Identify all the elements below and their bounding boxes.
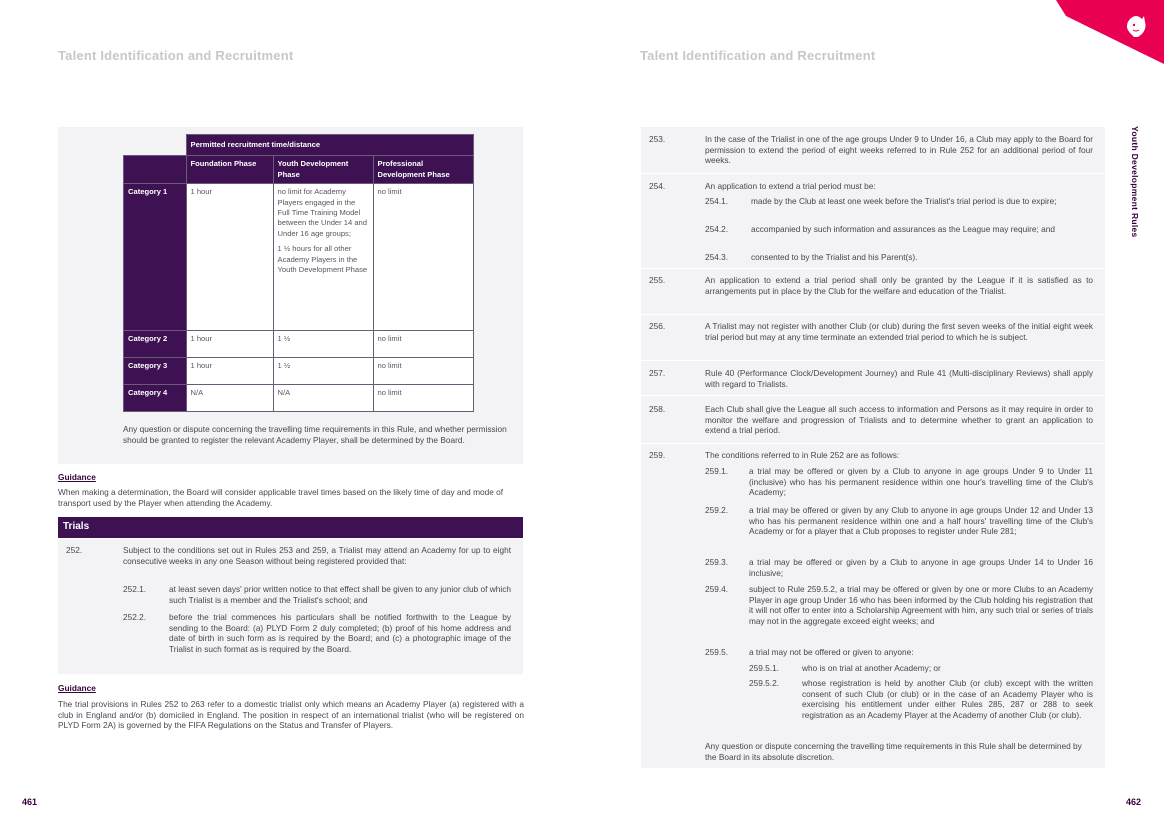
rule-252-1-number: 252.1.	[123, 584, 147, 594]
recruitment-table	[123, 134, 474, 412]
corner-accent-shape	[1016, 0, 1164, 66]
trials-heading: Trials	[63, 521, 90, 532]
rule-259-2-number: 259.2.	[705, 505, 729, 515]
rule-254-3-number: 254.3.	[705, 252, 729, 262]
table-footnote: Any question or dispute concerning the travelling time requirements in this Rule, and whether permission should be granted to register the relevant Academy Player, shall be determined by the Board.	[123, 424, 507, 445]
table-row	[124, 385, 474, 412]
table-header-foundation: Foundation Phase	[186, 156, 273, 184]
row-youth-para-2: 1 ½ hours for all other Academy Players in the Youth Development Phase	[277, 244, 368, 275]
rule-259-5-2-text: whose registration is held by another Club (or club) except with the written consent of such Club (or club) or in the case of an Academy Player who is exercising his entitlement under either Rules 285, 287 or 288 to seek registration as an Academy Player at the Academy of another Club (or club).	[802, 678, 1093, 720]
divider	[641, 395, 1105, 396]
row-category: Category 2	[124, 331, 187, 358]
rule-259-5-number: 259.5.	[705, 647, 729, 657]
rule-252-2-text: before the trial commences his particulars shall be notified forthwith to the League by sending to the Board: (a) PLYD Form 2 duly completed; (b) proof of his home address and date of birth in such form as is required by the Board; and (c) a photographic image of the Trialist in such format as is required by the Board.	[169, 612, 511, 654]
rule-254-2-text: accompanied by such information and assurances as the League may require; and	[751, 224, 1055, 234]
rule-252-2-number: 252.2.	[123, 612, 147, 622]
row-youth-para-1: no limit for Academy Players engaged in the Full Time Training Model between the Under 14 and Under 16 age groups;	[277, 187, 368, 238]
rule-252-1-text: at least seven days' prior written notice to that effect shall be given to any junior club of which such Trialist is a member and the Trialist's school; and	[169, 584, 511, 605]
rule-256-text: A Trialist may not register with another Club (or club) during the first seven weeks of the initial eight week trial period but may at any time terminate an extended trial period to which he is subject.	[705, 321, 1093, 342]
row-youth	[273, 184, 373, 331]
rule-259-5-text: a trial may not be offered or given to anyone:	[749, 647, 914, 657]
guidance-text-1: When making a determination, the Board will consider applicable travel times based on the likely time of day and mode of transport used by the Player when attending the Academy.	[58, 487, 504, 508]
rule-259-3-text: a trial may be offered or given by a Club to anyone in age groups Under 14 to Under 16 inclusive;	[749, 557, 1093, 578]
rule-255-number: 255.	[649, 275, 666, 285]
rule-259-closing: Any question or dispute concerning the travelling time requirements in this Rule shall be determined by the Board in its absolute discretion.	[705, 741, 1082, 762]
row-category: Category 4	[124, 385, 187, 412]
rule-259-5-1-number: 259.5.1.	[749, 663, 779, 673]
trials-section-bar	[58, 517, 523, 538]
rule-252-text: Subject to the conditions set out in Rules 253 and 259, a Trialist may attend an Academy for up to eight consecutive weeks in any one Season without being registered provided that:	[123, 545, 511, 566]
rule-259-number: 259.	[649, 450, 666, 460]
rule-258-text: Each Club shall give the League all such access to information and Persons as it may require in order to monitor the welfare and progression of Trialists and to determine whether to grant an application to extend a trial period.	[705, 404, 1093, 436]
row-foundation: 1 hour	[186, 331, 273, 358]
row-professional: no limit	[373, 184, 473, 331]
divider	[641, 360, 1105, 361]
rule-253-number: 253.	[649, 134, 666, 144]
table-header-professional: Professional Development Phase	[373, 156, 473, 184]
rule-254-text: An application to extend a trial period must be:	[705, 181, 876, 191]
rule-254-number: 254.	[649, 181, 666, 191]
row-foundation: 1 hour	[186, 184, 273, 331]
rule-259-1-number: 259.1.	[705, 466, 729, 476]
row-youth: N/A	[273, 385, 373, 412]
rule-259-5-2-number: 259.5.2.	[749, 678, 779, 688]
rule-259-1-text: a trial may be offered or given by a Club to anyone in age groups Under 9 to Under 11 (inclusive) who has his permanent residence within one hour's travelling time of the Club's Academy;	[749, 466, 1093, 498]
table-header-youth: Youth Development Phase	[273, 156, 373, 184]
rule-259-3-number: 259.3.	[705, 557, 729, 567]
row-youth: 1 ½	[273, 331, 373, 358]
divider	[641, 314, 1105, 315]
divider	[641, 443, 1105, 444]
row-foundation: 1 hour	[186, 358, 273, 385]
rule-257-number: 257.	[649, 368, 666, 378]
rule-254-3-text: consented to by the Trialist and his Parent(s).	[751, 252, 918, 262]
row-category: Category 1	[124, 184, 187, 331]
rule-259-5-1-text: who is on trial at another Academy; or	[802, 663, 941, 673]
rule-252-number: 252.	[66, 545, 83, 555]
table-corner-empty	[124, 135, 187, 156]
table-row	[124, 331, 474, 358]
left-running-head: Talent Identification and Recruitment	[58, 48, 294, 63]
row-professional: no limit	[373, 385, 473, 412]
rule-253-text: In the case of the Trialist in one of the age groups Under 9 to Under 16, a Club may apply to the Board for permission to extend the period of eight weeks referred to in Rule 252 for an additional period of four weeks.	[705, 134, 1093, 166]
left-page-number: 461	[22, 797, 38, 807]
table-group-header: Permitted recruitment time/distance	[186, 135, 473, 156]
guidance-text-2: The trial provisions in Rules 252 to 263 refer to a domestic trialist only which means an Academy Player (a) registered with a club in England and/or (b) domiciled in England. The position in respect of an international trialist (who will be registered on PLYD Form 2A) is governed by the FIFA Regulations on the Status and Transfer of Players.	[58, 699, 524, 731]
row-category: Category 3	[124, 358, 187, 385]
table-row	[124, 358, 474, 385]
row-youth: 1 ½	[273, 358, 373, 385]
rule-259-4-text: subject to Rule 259.5.2, a trial may be offered or given by one or more Clubs to an Academy Player in age group Under 16 who has been informed by the Club holding his registration that it will not offer to enter into a Scholarship Agreement with him, any such trial or series of trials may not in the aggregate exceed eight weeks; and	[749, 584, 1093, 626]
side-section-title: Youth Development Rules	[1130, 126, 1140, 238]
rule-259-4-number: 259.4.	[705, 584, 729, 594]
rule-258-number: 258.	[649, 404, 666, 414]
table-header-blank	[124, 156, 187, 184]
table-row	[124, 184, 474, 331]
rule-259-text: The conditions referred to in Rule 252 are as follows:	[705, 450, 900, 460]
divider	[641, 173, 1105, 174]
row-foundation: N/A	[186, 385, 273, 412]
divider	[641, 268, 1105, 269]
rule-257-text: Rule 40 (Performance Clock/Development Journey) and Rule 41 (Multi-disciplinary Reviews) shall apply with regard to Trialists.	[705, 368, 1093, 389]
right-page-number: 462	[1126, 797, 1142, 807]
rule-255-text: An application to extend a trial period shall only be granted by the League if it is satisfied as to arrangements put in place by the Club for the welfare and education of the Trialist.	[705, 275, 1093, 296]
rule-254-1-text: made by the Club at least one week before the Trialist's trial period is due to expire;	[751, 196, 1057, 206]
rule-254-2-number: 254.2.	[705, 224, 729, 234]
rule-259-2-text: a trial may be offered or given by any Club to anyone in age groups Under 12 and Under 13 who has his permanent residence within one and a half hours' travelling time of the Club's Academy or for a player that a Club proposes to register under Rule 281;	[749, 505, 1093, 537]
rule-254-1-number: 254.1.	[705, 196, 729, 206]
guidance-heading-2: Guidance	[58, 683, 96, 693]
row-professional: no limit	[373, 358, 473, 385]
guidance-heading-1: Guidance	[58, 472, 96, 482]
rule-256-number: 256.	[649, 321, 666, 331]
row-professional: no limit	[373, 331, 473, 358]
right-running-head: Talent Identification and Recruitment	[640, 48, 876, 63]
